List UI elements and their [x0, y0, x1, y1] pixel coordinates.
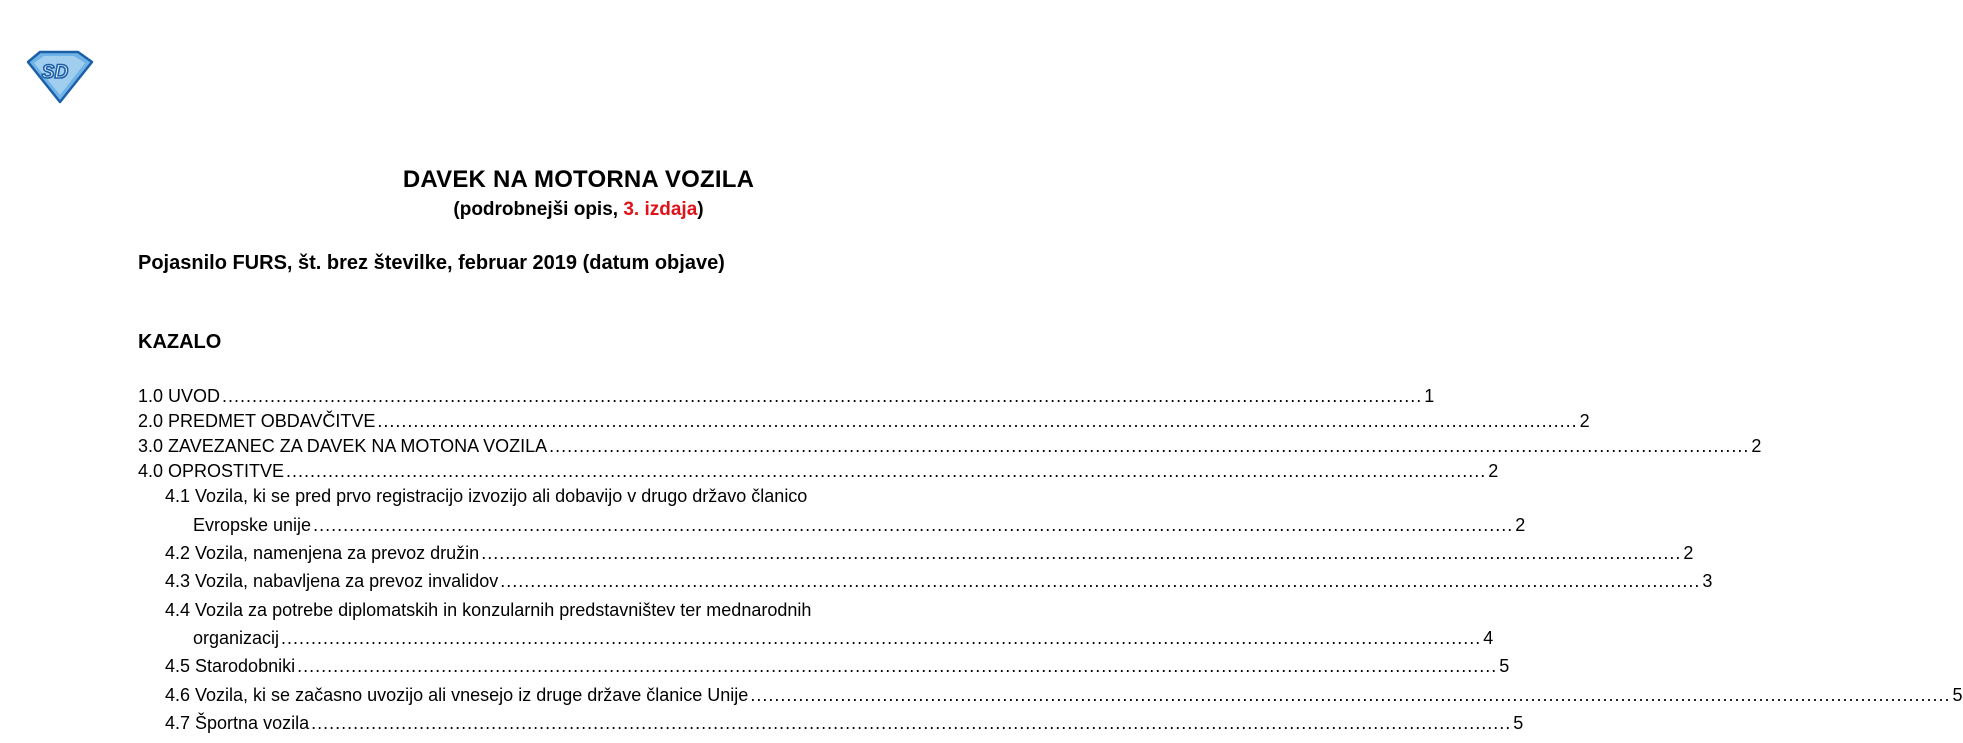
toc-leader-dots: ........................................................................................................................................................................................................ — [297, 656, 1498, 676]
toc-page-number: 5 — [1499, 656, 1510, 676]
toc-page-number: 1 — [1424, 386, 1435, 406]
toc-entry-label: 4.0 OPROSTITVE — [138, 461, 285, 481]
toc-entry-4-5[interactable] — [165, 655, 1510, 677]
toc-leader-dots: ........................................................................................................................................................................................................ — [377, 411, 1578, 431]
toc-entry-4-4[interactable] — [193, 627, 1494, 649]
document-title: DAVEK NA MOTORNA VOZILA — [402, 166, 755, 193]
toc-entry-4-7[interactable] — [165, 712, 1524, 734]
toc-page-number: 2 — [1515, 515, 1526, 535]
toc-leader-dots: ........................................................................................................................................................................................................ — [311, 713, 1512, 733]
toc-page-number: 2 — [1683, 543, 1694, 563]
toc-page-number: 2 — [1751, 436, 1762, 456]
toc-entry-label: Evropske unije — [193, 515, 312, 535]
toc-entry-4-4-line1[interactable]: 4.4 Vozila za potrebe diplomatskih in konzularnih predstavništev ter mednarodnih — [165, 600, 812, 620]
toc-entry-label: 2.0 PREDMET OBDAVČITVE — [138, 411, 376, 431]
toc-entry-label: 4.3 Vozila, nabavljena za prevoz invalidov — [165, 571, 499, 591]
toc-entry-label: 4.6 Vozila, ki se začasno uvozijo ali vnesejo iz druge države članice Unije — [165, 685, 749, 705]
toc-page-number: 5 — [1513, 713, 1524, 733]
toc-entry-2-0[interactable] — [138, 410, 1590, 432]
toc-leader-dots: ........................................................................................................................................................................................................ — [286, 461, 1487, 481]
toc-page-number: 4 — [1483, 628, 1494, 648]
toc-entry-label: 3.0 ZAVEZANEC ZA DAVEK NA MOTONA VOZILA — [138, 436, 548, 456]
toc-entry-4-0[interactable] — [138, 460, 1499, 482]
toc-entry-label: 4.7 Športna vozila — [165, 713, 310, 733]
toc-page-number: 2 — [1579, 411, 1590, 431]
toc-leader-dots: ........................................................................................................................................................................................................ — [750, 685, 1951, 705]
svg-text:SD: SD — [41, 62, 69, 83]
toc-page-number: 2 — [1488, 461, 1499, 481]
toc-entry-label: 4.5 Starodobniki — [165, 656, 296, 676]
edition-label: 3. izdaja — [623, 199, 698, 220]
toc-entry-4-1-line1[interactable]: 4.1 Vozila, ki se pred prvo registracijo izvozijo ali dobavijo v drugo državo članico — [165, 486, 808, 506]
toc-leader-dots: ........................................................................................................................................................................................................ — [222, 386, 1423, 406]
toc-entry-label: 4.2 Vozila, namenjena za prevoz družin — [165, 543, 480, 563]
toc-page-number: 3 — [1702, 571, 1713, 591]
subtitle-prefix: (podrobnejši opis, — [453, 199, 624, 220]
toc-leader-dots: ........................................................................................................................................................................................................ — [281, 628, 1482, 648]
toc-entry-4-2[interactable] — [165, 542, 1694, 564]
toc-entry-1-0[interactable] — [138, 385, 1435, 407]
toc-entry-label: 1.0 UVOD — [138, 386, 221, 406]
toc-entry-3-0[interactable] — [138, 435, 1762, 457]
subtitle-suffix: ) — [697, 199, 704, 220]
toc-leader-dots: ........................................................................................................................................................................................................ — [500, 571, 1701, 591]
toc-entry-4-3[interactable] — [165, 570, 1713, 592]
document-subtitle — [0, 199, 1157, 221]
toc-page-number: 5 — [1952, 685, 1963, 705]
toc-heading: KAZALO — [138, 331, 222, 353]
toc-entry-label: organizacij — [193, 628, 280, 648]
toc-entry-4-1[interactable] — [193, 514, 1526, 536]
document-reference: Pojasnilo FURS, št. brez številke, februar 2019 (datum objave) — [138, 252, 725, 274]
toc-leader-dots: ........................................................................................................................................................................................................ — [313, 515, 1514, 535]
toc-leader-dots: ........................................................................................................................................................................................................ — [481, 543, 1682, 563]
toc-entry-4-6[interactable] — [165, 684, 1963, 706]
toc-leader-dots: ........................................................................................................................................................................................................ — [549, 436, 1750, 456]
sd-shield-logo — [22, 48, 96, 104]
